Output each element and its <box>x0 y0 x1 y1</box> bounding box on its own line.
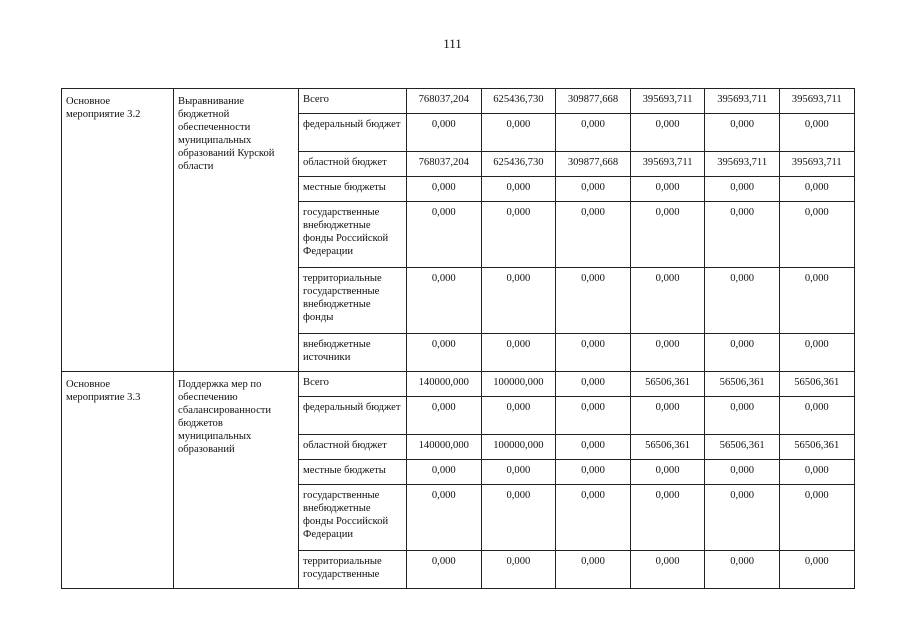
amount-cell: 0,000 <box>705 334 780 372</box>
amount-cell: 0,000 <box>407 485 482 551</box>
amount-cell: 0,000 <box>556 268 631 334</box>
funding-source-cell: областной бюджет <box>299 152 407 177</box>
activity-cell: Основное мероприятие 3.3 <box>62 372 174 589</box>
funding-source-cell: государственные внебюджетные фонды Российской Федерации <box>299 202 407 268</box>
amount-cell: 0,000 <box>779 551 854 589</box>
funding-source-cell: федеральный бюджет <box>299 114 407 152</box>
amount-cell: 0,000 <box>407 202 482 268</box>
page-number: 111 <box>443 36 462 51</box>
amount-cell: 0,000 <box>779 268 854 334</box>
amount-cell: 0,000 <box>407 114 482 152</box>
amount-cell: 56506,361 <box>705 435 780 460</box>
amount-cell: 0,000 <box>481 114 556 152</box>
amount-cell: 0,000 <box>481 485 556 551</box>
amount-cell: 56506,361 <box>630 435 705 460</box>
amount-cell: 395693,711 <box>779 152 854 177</box>
amount-cell: 0,000 <box>556 551 631 589</box>
amount-cell: 0,000 <box>556 334 631 372</box>
amount-cell: 56506,361 <box>705 372 780 397</box>
amount-cell: 0,000 <box>779 177 854 202</box>
table-row <box>62 372 855 397</box>
amount-cell: 0,000 <box>705 268 780 334</box>
amount-cell: 0,000 <box>556 435 631 460</box>
amount-cell: 0,000 <box>407 177 482 202</box>
activity-cell: Основное мероприятие 3.2 <box>62 89 174 372</box>
amount-cell: 0,000 <box>481 202 556 268</box>
amount-cell: 768037,204 <box>407 152 482 177</box>
amount-cell: 309877,668 <box>556 152 631 177</box>
funding-source-cell: местные бюджеты <box>299 177 407 202</box>
funding-source-cell: Всего <box>299 89 407 114</box>
funding-source-cell: государственные внебюджетные фонды Российской Федерации <box>299 485 407 551</box>
description-cell: Поддержка мер по обеспечению сбалансированности бюджетов муниципальных образований <box>174 372 299 589</box>
funding-source-cell: областной бюджет <box>299 435 407 460</box>
amount-cell: 0,000 <box>630 202 705 268</box>
amount-cell: 0,000 <box>481 268 556 334</box>
funding-source-cell: внебюджетные источники <box>299 334 407 372</box>
amount-cell: 395693,711 <box>630 89 705 114</box>
amount-cell: 309877,668 <box>556 89 631 114</box>
amount-cell: 0,000 <box>779 485 854 551</box>
funding-source-cell: Всего <box>299 372 407 397</box>
amount-cell: 140000,000 <box>407 372 482 397</box>
amount-cell: 0,000 <box>705 551 780 589</box>
amount-cell: 0,000 <box>705 485 780 551</box>
amount-cell: 0,000 <box>556 460 631 485</box>
amount-cell: 100000,000 <box>481 372 556 397</box>
amount-cell: 395693,711 <box>779 89 854 114</box>
amount-cell: 0,000 <box>481 177 556 202</box>
amount-cell: 768037,204 <box>407 89 482 114</box>
amount-cell: 0,000 <box>481 551 556 589</box>
amount-cell: 56506,361 <box>779 372 854 397</box>
amount-cell: 0,000 <box>481 334 556 372</box>
amount-cell: 0,000 <box>705 397 780 435</box>
amount-cell: 0,000 <box>407 268 482 334</box>
amount-cell: 0,000 <box>779 114 854 152</box>
amount-cell: 0,000 <box>556 114 631 152</box>
amount-cell: 140000,000 <box>407 435 482 460</box>
amount-cell: 0,000 <box>630 551 705 589</box>
amount-cell: 56506,361 <box>630 372 705 397</box>
amount-cell: 0,000 <box>556 485 631 551</box>
amount-cell: 100000,000 <box>481 435 556 460</box>
amount-cell: 0,000 <box>556 202 631 268</box>
amount-cell: 0,000 <box>779 397 854 435</box>
table-row <box>62 89 855 114</box>
amount-cell: 0,000 <box>630 460 705 485</box>
amount-cell: 0,000 <box>556 397 631 435</box>
amount-cell: 0,000 <box>705 177 780 202</box>
amount-cell: 625436,730 <box>481 89 556 114</box>
amount-cell: 0,000 <box>556 177 631 202</box>
amount-cell: 0,000 <box>481 460 556 485</box>
amount-cell: 0,000 <box>705 114 780 152</box>
amount-cell: 0,000 <box>407 397 482 435</box>
amount-cell: 0,000 <box>630 114 705 152</box>
description-cell: Выравнивание бюджетной обеспеченности муниципальных образований Курской области <box>174 89 299 372</box>
amount-cell: 0,000 <box>779 202 854 268</box>
amount-cell: 0,000 <box>705 202 780 268</box>
amount-cell: 0,000 <box>630 177 705 202</box>
amount-cell: 0,000 <box>556 372 631 397</box>
funding-source-cell: федеральный бюджет <box>299 397 407 435</box>
amount-cell: 0,000 <box>481 397 556 435</box>
amount-cell: 56506,361 <box>779 435 854 460</box>
funding-source-cell: местные бюджеты <box>299 460 407 485</box>
amount-cell: 0,000 <box>630 334 705 372</box>
amount-cell: 0,000 <box>407 460 482 485</box>
amount-cell: 395693,711 <box>705 152 780 177</box>
amount-cell: 0,000 <box>630 268 705 334</box>
amount-cell: 625436,730 <box>481 152 556 177</box>
budget-table <box>61 88 855 589</box>
amount-cell: 0,000 <box>779 460 854 485</box>
amount-cell: 0,000 <box>407 334 482 372</box>
amount-cell: 0,000 <box>705 460 780 485</box>
funding-source-cell: территориальные государственные <box>299 551 407 589</box>
amount-cell: 0,000 <box>630 397 705 435</box>
amount-cell: 0,000 <box>779 334 854 372</box>
amount-cell: 395693,711 <box>630 152 705 177</box>
funding-source-cell: территориальные государственные внебюджетные фонды <box>299 268 407 334</box>
amount-cell: 0,000 <box>630 485 705 551</box>
amount-cell: 395693,711 <box>705 89 780 114</box>
amount-cell: 0,000 <box>407 551 482 589</box>
